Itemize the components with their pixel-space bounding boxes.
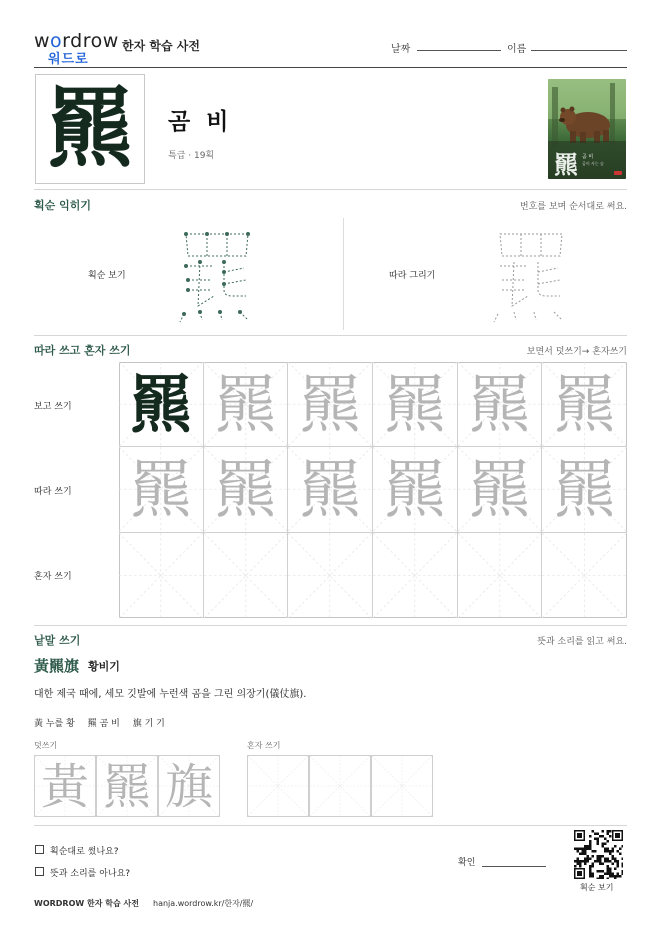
- trace-character: 羆: [553, 453, 616, 527]
- trace-character: 羆: [383, 453, 446, 527]
- logo-part: o: [50, 30, 63, 52]
- stroke-view-label: 획순 보기: [88, 271, 126, 281]
- checklist-item: 뜻과 소리를 아나요?: [50, 869, 131, 879]
- bear-illustration: [548, 79, 626, 179]
- row-label-see: 보고 쓰기: [34, 402, 72, 412]
- guide-lines: [310, 756, 370, 816]
- stroke-section-note: 번호를 보며 순서대로 써요.: [519, 202, 627, 212]
- row-label-alone: 혼자 쓰기: [34, 572, 72, 582]
- trace-character: 羆: [214, 368, 277, 441]
- practice-cell[interactable]: [204, 533, 289, 618]
- practice-section-title: 따라 쓰고 혼자 쓰기: [34, 344, 131, 357]
- word-reading: 황비기: [88, 660, 120, 673]
- practice-cell[interactable]: [288, 447, 373, 532]
- practice-cell[interactable]: [373, 362, 458, 447]
- character-meaning: 곰 비: [168, 109, 233, 135]
- date-label: 날짜: [391, 44, 411, 55]
- word-alone-box[interactable]: [309, 755, 371, 817]
- guide-lines: [542, 533, 627, 618]
- divider: [34, 189, 627, 190]
- confirm-label: 확인: [458, 858, 476, 868]
- practice-cell[interactable]: [542, 447, 627, 532]
- footer-url[interactable]: hanja.wordrow.kr/한자/羆/: [153, 899, 254, 908]
- practice-cell[interactable]: [373, 447, 458, 532]
- header-divider: [34, 67, 627, 68]
- practice-cell[interactable]: [119, 362, 204, 447]
- thumb-character: 羆: [554, 150, 578, 179]
- stroke-order-diagram: [174, 226, 260, 324]
- word-trace-box[interactable]: [34, 755, 96, 817]
- practice-cell[interactable]: [542, 533, 627, 618]
- stroke-trace-diagram: [488, 226, 574, 324]
- gloss-reading: 누를 황: [45, 719, 75, 729]
- practice-cell[interactable]: [373, 533, 458, 618]
- practice-cell[interactable]: [119, 533, 204, 618]
- logo-part: w: [34, 30, 51, 52]
- stroke-trace-label: 따라 그리기: [389, 271, 436, 281]
- guide-lines: [248, 756, 308, 816]
- word-trace-character: 黃: [40, 759, 89, 815]
- guide-lines: [373, 533, 457, 618]
- practice-cell[interactable]: [119, 447, 204, 532]
- divider: [34, 825, 627, 826]
- trace-character: 羆: [129, 453, 192, 527]
- qr-code[interactable]: [574, 830, 623, 879]
- divider: [34, 625, 627, 626]
- character-grade: 특급 · 19획: [168, 151, 215, 161]
- practice-cell[interactable]: [204, 362, 289, 447]
- word-section-note: 뜻과 소리를 읽고 써요.: [537, 637, 627, 647]
- trace-character: 羆: [468, 368, 531, 441]
- checkbox-meaning-sound[interactable]: [35, 867, 44, 876]
- guide-lines: [204, 533, 288, 618]
- word-definition: 대한 제국 때에, 세모 깃발에 누런색 곰을 그린 의장기(儀仗旗).: [34, 689, 307, 700]
- hero-character: 羆: [47, 78, 133, 179]
- checklist-item: 획순대로 썼나요?: [50, 847, 119, 857]
- word-trace-character: 旗: [164, 759, 213, 815]
- thumb-subcaption: 곰이 사는 숲: [582, 161, 604, 166]
- gloss-char: 旗: [132, 719, 142, 729]
- practice-cell[interactable]: [458, 447, 543, 532]
- word-trace-label: 덧쓰기: [34, 741, 58, 750]
- word-alone-box[interactable]: [371, 755, 433, 817]
- divider: [34, 335, 627, 336]
- qr-caption: 획순 보기: [580, 883, 614, 892]
- gloss-reading: 곰 비: [99, 719, 120, 729]
- gloss-reading: 기 기: [144, 719, 165, 729]
- word-alone-label: 혼자 쓰기: [247, 741, 281, 750]
- date-field-line: [417, 50, 501, 51]
- guide-lines: [458, 533, 542, 618]
- trace-character: 羆: [299, 368, 362, 441]
- thumb-badge: [614, 171, 622, 175]
- gloss-char: 羆: [87, 719, 97, 729]
- practice-cell[interactable]: [458, 533, 543, 618]
- word-section-title: 낱말 쓰기: [34, 634, 81, 647]
- gloss-char: 黃: [34, 719, 44, 729]
- word-glosses: [34, 716, 165, 729]
- practice-cell[interactable]: [542, 362, 627, 447]
- stroke-divider: [343, 218, 344, 330]
- word-trace-box[interactable]: [96, 755, 158, 817]
- trace-character: 羆: [383, 368, 446, 441]
- guide-lines: [288, 533, 372, 618]
- practice-section-note: 보면서 덧쓰기→ 혼자쓰기: [526, 347, 627, 357]
- footer-brand: WORDROW 한자 학습 사전: [34, 899, 139, 908]
- practice-grid[interactable]: [119, 362, 627, 618]
- thumb-caption: 곰 비: [582, 154, 594, 160]
- checkbox-stroke-order[interactable]: [35, 845, 44, 854]
- stroke-section-title: 획순 익히기: [34, 199, 91, 212]
- logo-korean: 워드로: [48, 52, 89, 67]
- name-label: 이름: [507, 44, 527, 55]
- word-hanja: 黃羆旗: [34, 657, 80, 675]
- word-alone-box[interactable]: [247, 755, 309, 817]
- practice-cell[interactable]: [288, 533, 373, 618]
- trace-character: 羆: [214, 453, 277, 527]
- trace-character: 羆: [468, 453, 531, 527]
- model-character: 羆: [129, 368, 192, 441]
- row-label-trace: 따라 쓰기: [34, 487, 72, 497]
- logo-part: rdrow: [62, 30, 119, 52]
- practice-cell[interactable]: [204, 447, 289, 532]
- trace-character: 羆: [299, 453, 362, 527]
- confirm-line: [482, 866, 546, 867]
- word-trace-box[interactable]: [158, 755, 220, 817]
- practice-cell[interactable]: [458, 362, 543, 447]
- word-trace-character: 羆: [102, 759, 151, 815]
- guide-lines: [372, 756, 432, 816]
- trace-character: 羆: [553, 368, 616, 441]
- app-title: 한자 학습 사전: [122, 39, 200, 53]
- practice-cell[interactable]: [288, 362, 373, 447]
- guide-lines: [119, 533, 203, 618]
- name-field-line: [531, 50, 627, 51]
